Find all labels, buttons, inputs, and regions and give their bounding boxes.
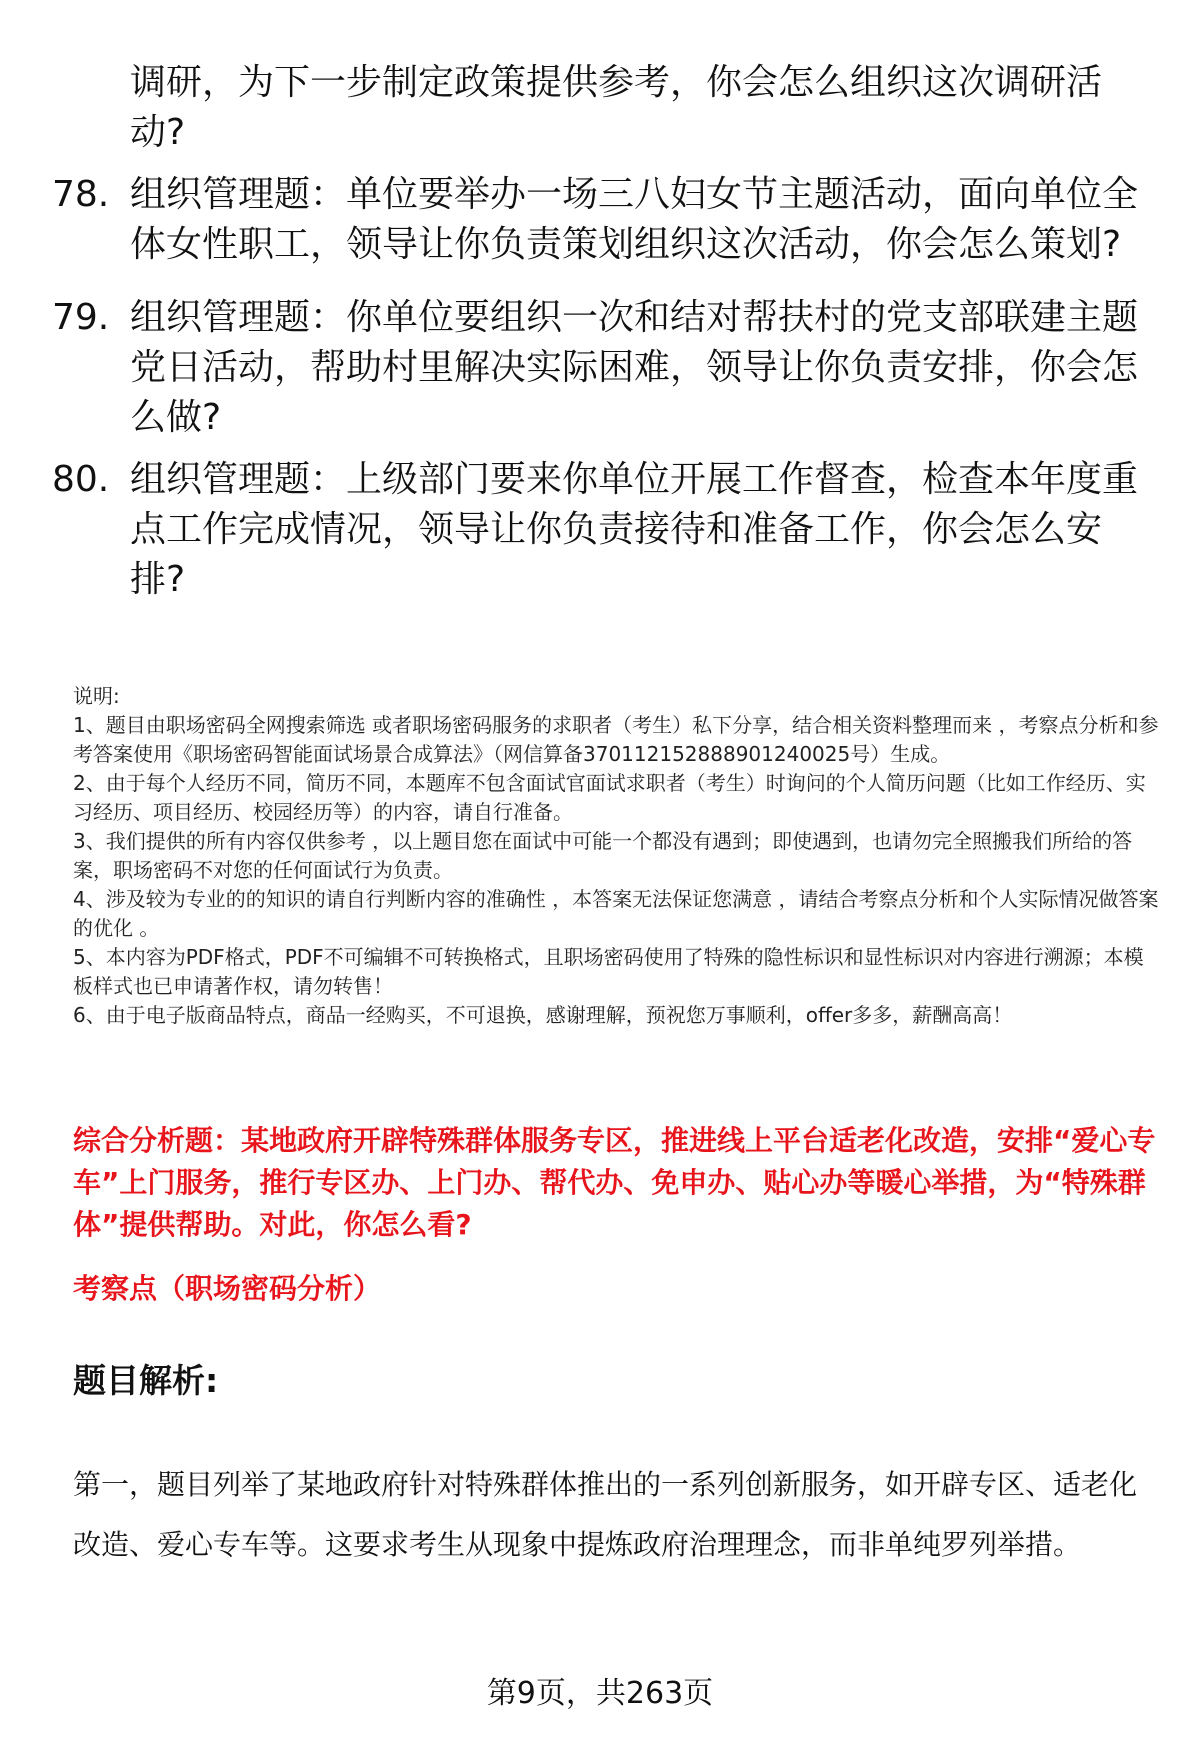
analysis-paragraph: 第一，题目列举了某地政府针对特殊群体推出的一系列创新服务，如开辟专区、适老化改造、爱心专车等。这要求考生从现象中提炼政府治理理念，而非单纯罗列举措。 — [73, 1468, 1138, 1561]
exam-point-label: 考察点（职场密码分析） — [73, 1272, 382, 1305]
question-text: 组织管理题：单位要举办一场三八妇女节主题活动，面向单位全体女性职工，领导让你负责策划组织这次活动，你会怎么策划? — [130, 174, 1139, 265]
question-number: 79. — [52, 297, 110, 338]
note-item: 6、由于电子版商品特点，商品一经购买，不可退换，感谢理解，预祝您万事顺利，offer多多，薪酬高高！ — [73, 1003, 1013, 1027]
question-continuation: 调研，为下一步制定政策提供参考，你会怎么组织这次调研活动? — [130, 62, 1103, 153]
analysis-question: 综合分析题：某地政府开辟特殊群体服务专区，推进线上平台适老化改造，安排“爱心专车”上门服务，推行专区办、上门办、帮代办、免申办、贴心办等暖心举措，为“特殊群体”提供帮助。对此，你怎么看? — [73, 1124, 1156, 1241]
notes-title: 说明: — [73, 684, 120, 708]
notes-section — [73, 682, 1163, 1030]
question-text: 组织管理题：你单位要组织一次和结对帮扶村的党支部联建主题党日活动，帮助村里解决实际困难，领导让你负责安排，你会怎么做? — [130, 297, 1139, 438]
question-number: 78. — [52, 174, 110, 215]
note-item: 5、本内容为PDF格式，PDF不可编辑不可转换格式，且职场密码使用了特殊的隐性标识和显性标识对内容进行溯源；本模板样式也已申请著作权，请勿转售！ — [73, 945, 1144, 998]
question-text: 组织管理题：上级部门要来你单位开展工作督查，检查本年度重点工作完成情况，领导让你负责接待和准备工作，你会怎么安排? — [130, 459, 1139, 600]
note-item: 4、涉及较为专业的的知识的请自行判断内容的准确性 ，本答案无法保证您满意 ，请结合考察点分析和个人实际情况做答案的优化 。 — [73, 887, 1159, 940]
note-item: 3、我们提供的所有内容仅供参考 ，以上题目您在面试中可能一个都没有遇到；即使遇到，也请勿完全照搬我们所给的答案，职场密码不对您的任何面试行为负责。 — [73, 829, 1133, 882]
question-number: 80. — [52, 459, 110, 500]
note-item: 1、题目由职场密码全网搜索筛选 或者职场密码服务的求职者（考生）私下分享，结合相关资料整理而来 ，考察点分析和参考答案使用《职场密码智能面试场景合成算法》（网信算备370112152888901240025号）生成。 — [73, 713, 1159, 766]
section-title: 题目解析: — [73, 1361, 219, 1400]
note-item: 2、由于每个人经历不同，简历不同，本题库不包含面试官面试求职者（考生）时询问的个人简历问题（比如工作经历、实习经历、项目经历、校园经历等）的内容，请自行准备。 — [73, 771, 1146, 824]
page-footer: 第9页，共263页 — [486, 1676, 714, 1711]
